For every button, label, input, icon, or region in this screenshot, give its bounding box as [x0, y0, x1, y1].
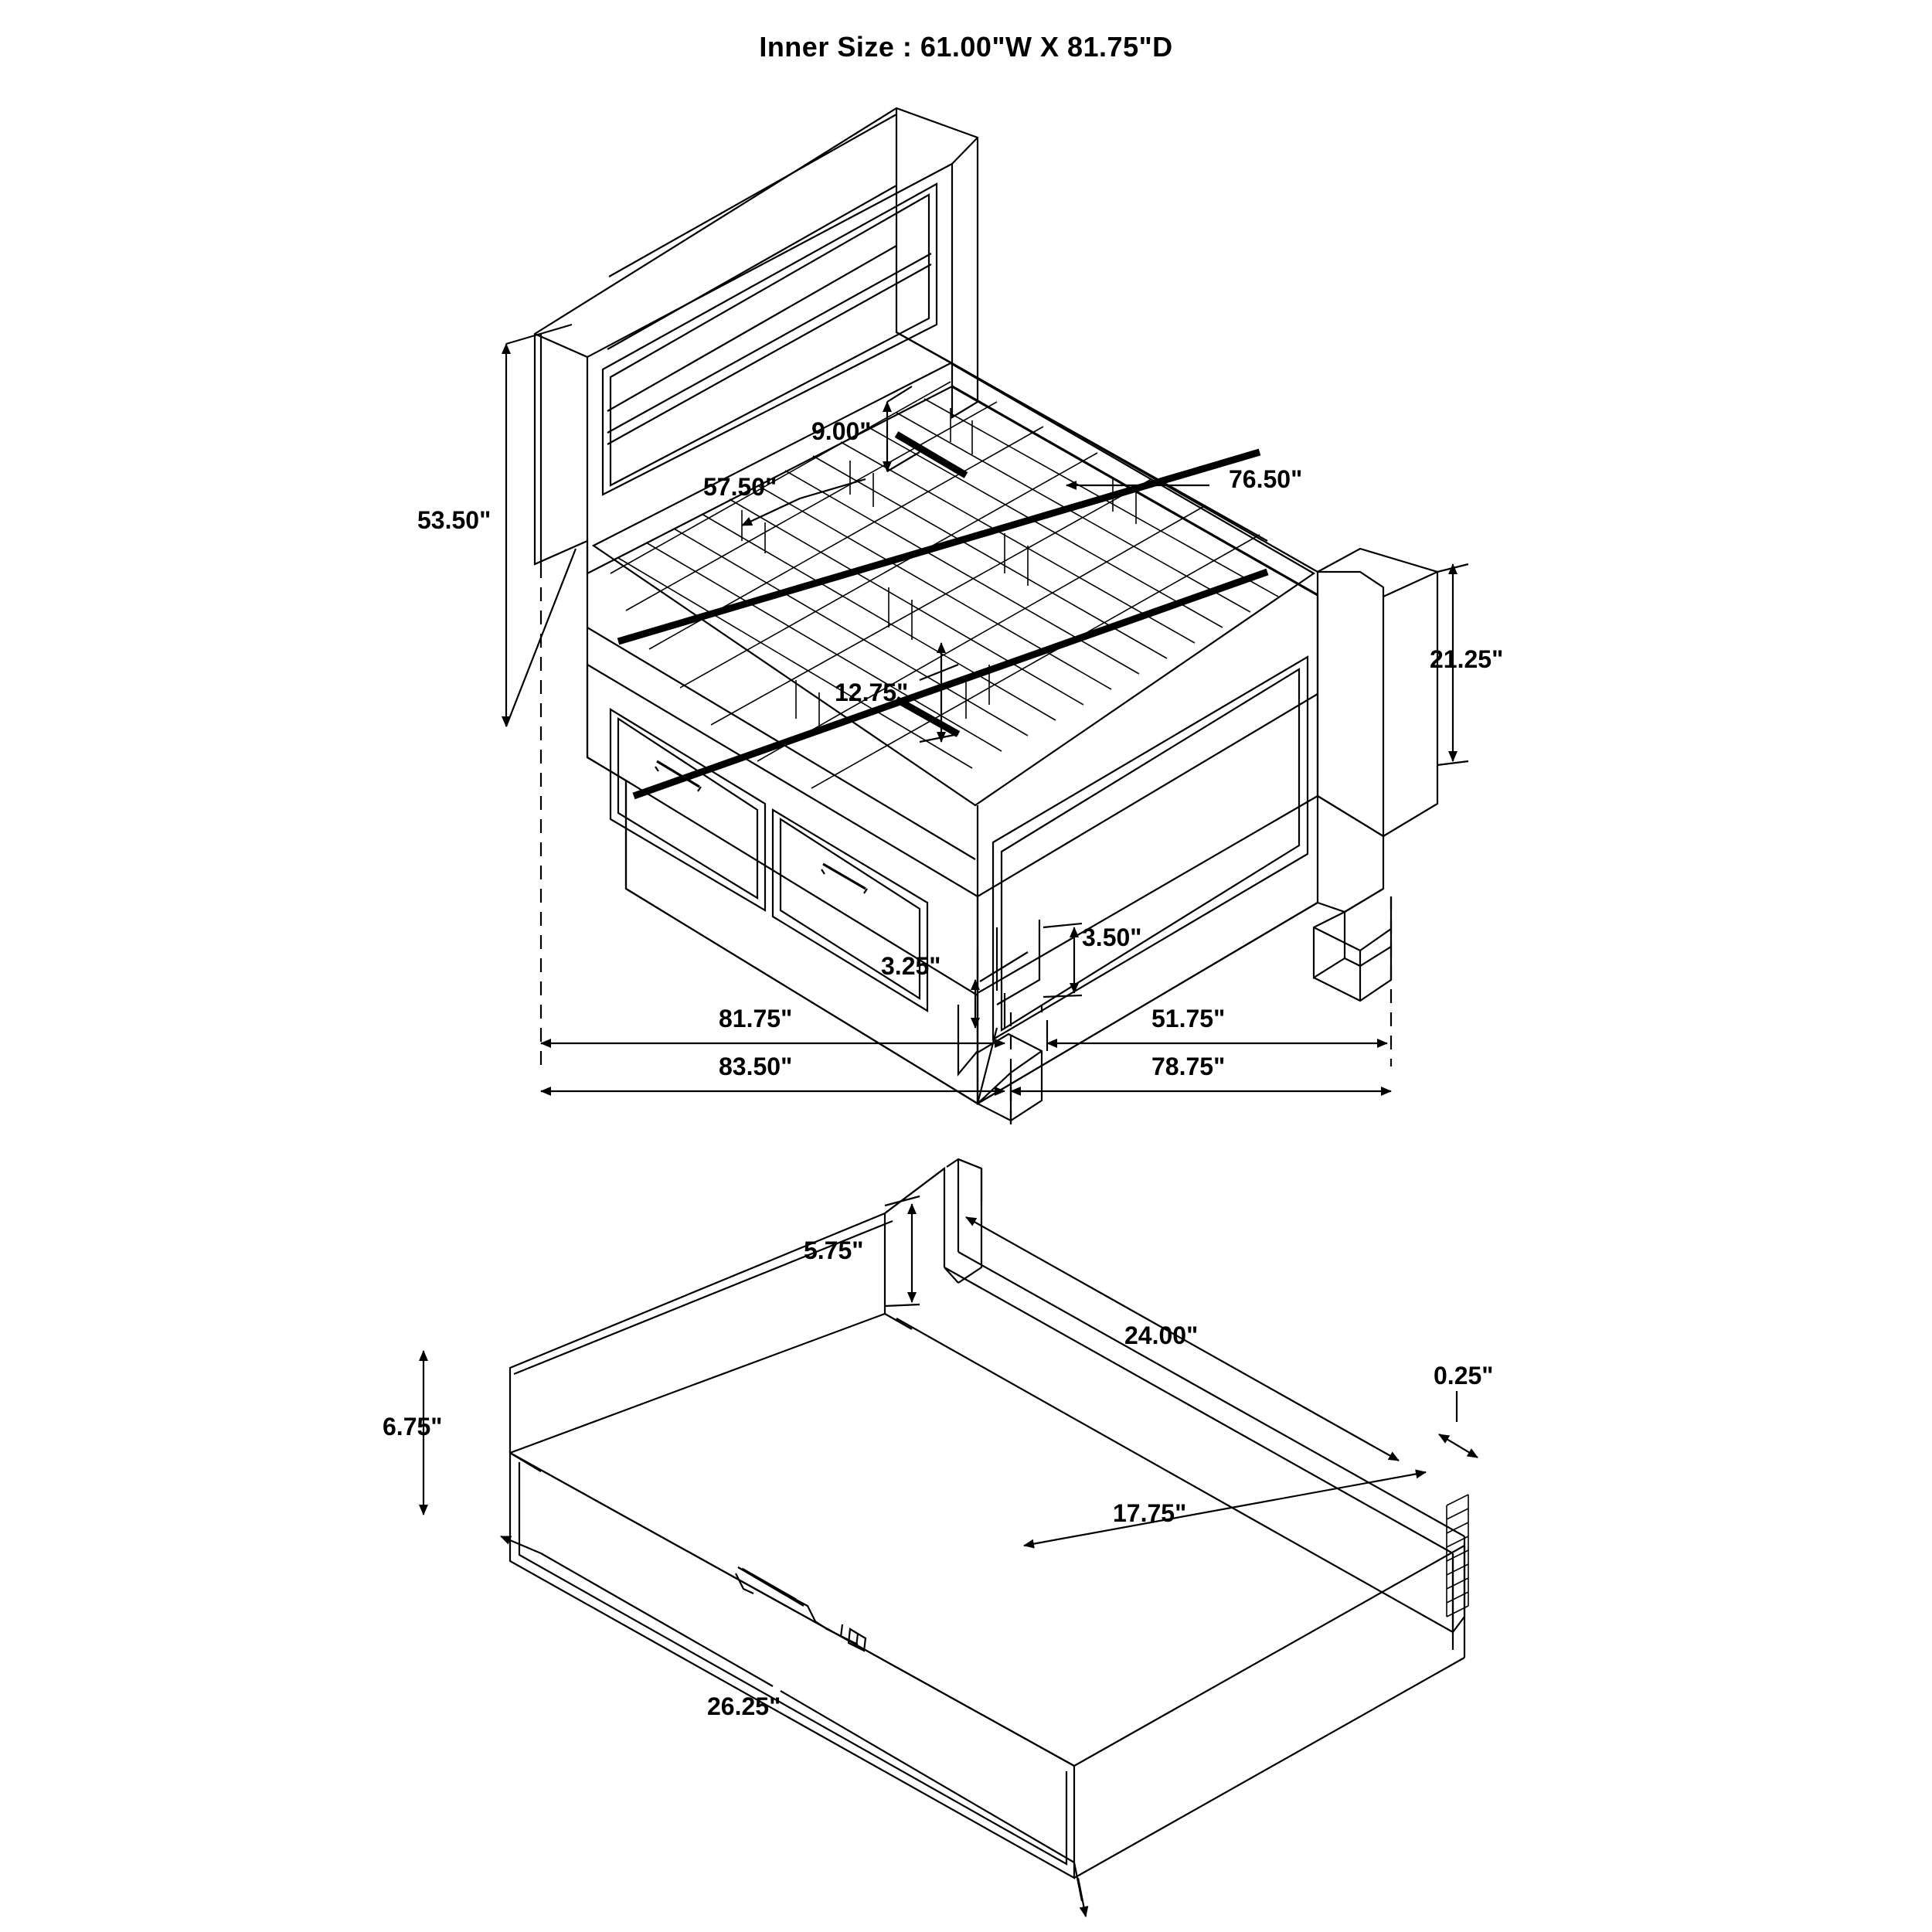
bed-assembly-geometry	[535, 108, 1437, 1121]
dim-drawer-inner-depth: 17.75"	[1113, 1499, 1187, 1527]
dim-foot-clearance: 3.25"	[881, 952, 941, 980]
dim-headboard-to-rail: 9.00"	[811, 417, 872, 445]
page-title: Inner Size : 61.00"W X 81.75"D	[759, 31, 1173, 63]
dim-deck-height: 12.75"	[835, 679, 909, 706]
dim-headboard-height: 53.50"	[417, 506, 492, 534]
dim-footboard-height: 21.25"	[1430, 645, 1504, 673]
dim-foot-detail: 3.50"	[1082, 923, 1142, 951]
dim-drawer-inner-width: 24.00"	[1124, 1321, 1199, 1349]
dim-drawer-front-height: 6.75"	[383, 1413, 443, 1440]
dim-inner-width: 51.75"	[1151, 1005, 1226, 1032]
dim-drawer-panel-thickness: 0.25"	[1434, 1362, 1494, 1389]
dim-overall-side-length: 81.75"	[719, 1005, 793, 1032]
bed-dimension-lines	[506, 325, 1468, 1124]
dim-inner-length: 76.50"	[1229, 465, 1303, 493]
dim-overall-length: 83.50"	[719, 1053, 793, 1080]
dim-slat-width: 57.50"	[703, 473, 777, 501]
dim-drawer-front-width: 26.25"	[707, 1692, 781, 1720]
dim-drawer-side-height: 5.75"	[804, 1236, 864, 1264]
drawer-detail-geometry	[510, 1159, 1468, 1878]
dim-overall-width: 78.75"	[1151, 1053, 1226, 1080]
